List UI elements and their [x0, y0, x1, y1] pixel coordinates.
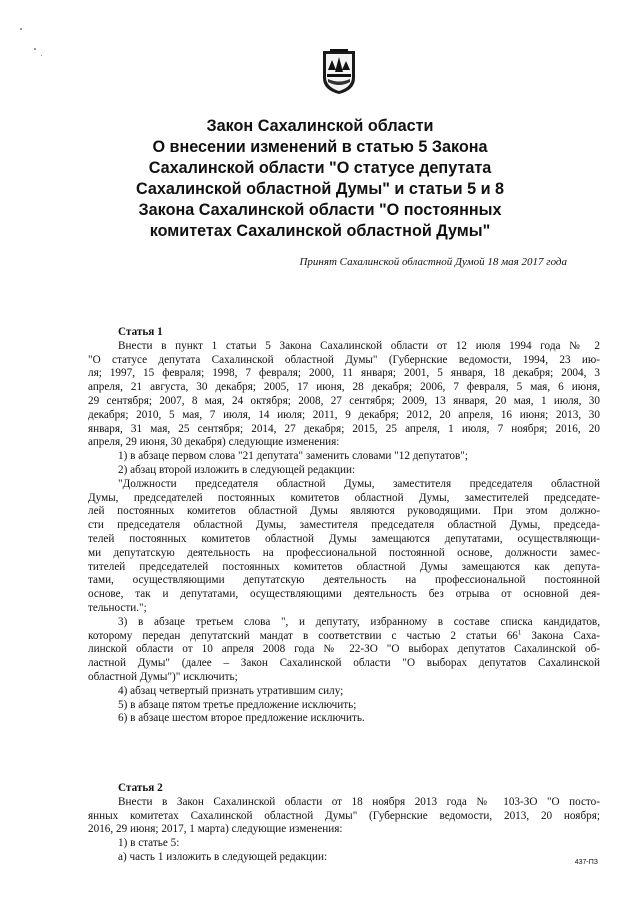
list-item: 1) в абзаце первом слова "21 депутата" заменить словами "12 депутатов";	[118, 450, 468, 463]
text-line: апреля, 29 июня, 30 декабря) следующие изменения:	[88, 436, 340, 449]
quote-line: тителей председателей постоянных комитетов областной Думы замещаются как депута-	[88, 560, 600, 573]
quote-line: телей постоянных комитетов областной Думы замещаются депутатами, осуществляющи-	[88, 532, 600, 545]
quote-line: тами, осуществляющими депутатскую деятельность на профессиональной постоянной	[88, 574, 600, 587]
article-heading: Статья 1	[118, 326, 163, 338]
document-code: 437-ПЗ	[574, 859, 598, 866]
quote-line: лей постоянных комитетов областной Думы являются руководящими. При этом должно-	[88, 505, 600, 518]
text-fragment: которому передан депутатский мандат в соответствии с частью 2 статьи 66	[88, 629, 518, 642]
text-line: ля; 1997, 15 февраля; 1998, 7 февраля; 2000, 11 января; 2001, 5 января, 18 декабря; 2004, 3	[88, 367, 600, 380]
text-line: линской области от 10 апреля 2008 года № 22-ЗО "О выборах депутатов Сахалинской об-	[88, 643, 600, 656]
text-line: областной Думы")" исключить;	[88, 670, 238, 683]
title-line: Закон Сахалинской области	[206, 117, 434, 135]
superscript: 1	[517, 629, 522, 636]
list-item: 3) в абзаце третьем слова ", и депутату, избранному в составе списка кандидатов,	[118, 615, 600, 628]
text-line: 29 сентября; 2007, 8 мая, 24 октября; 2008, 27 сентября; 2009, 13 января, 20 мая, 1 июля, 30	[88, 394, 600, 407]
article-heading: Статья 2	[118, 782, 163, 794]
quote-line: Думы, председателей постоянных комитетов областной Думы, заместителей председате-	[88, 491, 600, 504]
text-line: "О статусе депутата Сахалинской областной Думы" (Губернские ведомости, 1994, 23 ию-	[88, 353, 600, 366]
article-2	[88, 782, 600, 865]
quote-line: ми депутатскую деятельность на профессиональной постоянной основе, должности замес-	[88, 546, 600, 559]
text-line: Внести в Закон Сахалинской области от 18 ноября 2013 года № 103-ЗО "О посто-	[118, 795, 600, 808]
text-line: ластной Думы" (далее – Закон Сахалинской области "О выборах депутатов Сахалинской	[88, 657, 600, 670]
scan-speck	[41, 55, 42, 56]
title-line: О внесении изменений в статью 5 Закона	[152, 138, 488, 156]
text-fragment: Закона Саха-	[521, 629, 600, 642]
list-item: а) часть 1 изложить в следующей редакции:	[118, 850, 328, 863]
scan-speck	[20, 28, 22, 30]
title-line: комитетах Сахалинской областной Думы"	[149, 222, 491, 240]
title-line: Сахалинской областной Думы" и статьи 5 и 8	[135, 180, 505, 198]
scan-speck	[34, 48, 36, 50]
text-line: апреля, 21 августа, 30 декабря; 2005, 17 июня, 28 декабря; 2006, 7 февраля, 5 мая, 6 июня,	[88, 381, 600, 394]
list-item: 4) абзац четвертый признать утратившим силу;	[118, 684, 344, 697]
list-item: 6) в абзаце шестом второе предложение исключить.	[118, 712, 365, 725]
text-line: декабря; 2010, 5 мая, 7 июля, 14 июля; 2011, 9 декабря; 2012, 20 апреля, 16 июня; 2013, 30	[88, 408, 600, 421]
adoption-note: Принят Сахалинской областной Думой 18 мая 2017 года	[299, 256, 567, 268]
quote-line: основе, так и депутатами, осуществляющими деятельность без отрыва от основной дея-	[88, 588, 600, 601]
text-line: янных комитетах Сахалинской областной Думы" (Губернские ведомости, 2013, 20 ноября;	[88, 809, 600, 822]
list-item: 2) абзац второй изложить в следующей редакции:	[118, 463, 356, 476]
quote-line: сти председателя областной Думы, заместителя председателя областной Думы, председа-	[88, 519, 600, 532]
quote-line: тельности.";	[88, 601, 147, 614]
title-line: Закона Сахалинской области "О постоянных	[138, 201, 502, 219]
list-item: 1) в статье 5:	[118, 837, 180, 850]
article-1	[88, 326, 600, 726]
text-line: января, 31 мая, 25 сентября; 2014, 27 декабря; 2015, 25 апреля, 1 июля, 7 ноября; 2016, 20	[88, 422, 600, 435]
quote-line: "Должности председателя областной Думы, заместителя председателя областной	[118, 477, 600, 490]
text-line: Внести в пункт 1 статьи 5 Закона Сахалинской области от 12 июля 1994 года № 2	[118, 339, 600, 352]
text-line	[88, 630, 600, 644]
title-line: Сахалинской области "О статусе депутата	[148, 159, 492, 177]
list-item: 5) в абзаце пятом третье предложение исключить;	[118, 698, 357, 711]
law-title	[100, 116, 540, 242]
text-line: 2016, 29 июня; 2017, 1 марта) следующие изменения:	[88, 823, 343, 836]
coat-of-arms-icon	[320, 48, 358, 96]
